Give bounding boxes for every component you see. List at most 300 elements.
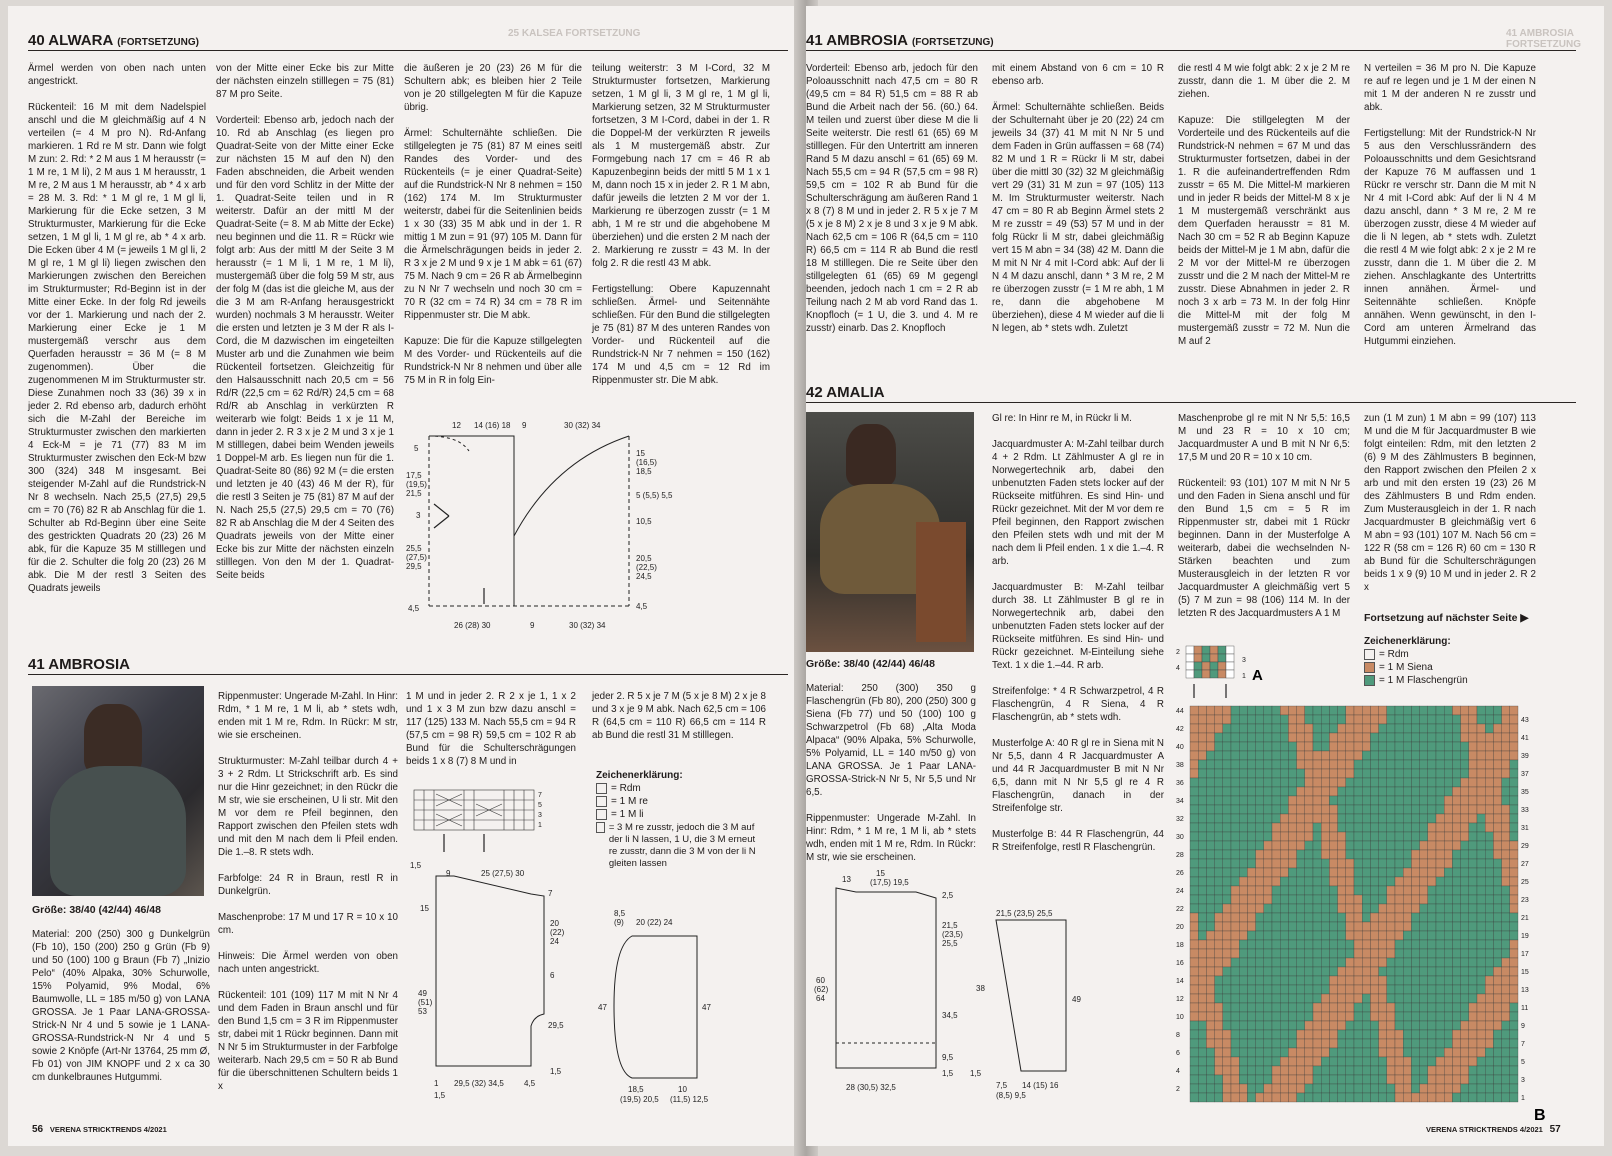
row-num: 15 [1521, 969, 1529, 976]
chart-b-cell [1436, 985, 1444, 994]
chart-b-cell [1510, 886, 1518, 895]
chart-b-cell [1297, 895, 1305, 904]
chart-b-cell [1477, 877, 1485, 886]
ambrosia-sleeve-schematic [592, 906, 772, 1106]
chart-b-cell [1469, 751, 1477, 760]
chart-b-cell [1239, 796, 1247, 805]
chart-b-cell [1190, 958, 1198, 967]
chart-b-cell [1190, 1048, 1198, 1057]
chart-b-cell [1354, 1030, 1362, 1039]
chart-b-cell [1461, 805, 1469, 814]
chart-b-cell [1256, 868, 1264, 877]
chart-b-cell [1469, 994, 1477, 1003]
chart-b-cell [1264, 904, 1272, 913]
chart-b-cell [1206, 1021, 1214, 1030]
dim-label: 25,5 [942, 939, 958, 948]
chart-b-cell [1215, 1030, 1223, 1039]
chart-b-cell [1198, 760, 1206, 769]
chart-a-cell [1218, 654, 1226, 662]
chart-b-cell [1239, 850, 1247, 859]
chart-b-cell [1411, 922, 1419, 931]
chart-b-cell [1370, 994, 1378, 1003]
row-num: 3 [1242, 657, 1246, 664]
chart-b-cell [1485, 940, 1493, 949]
chart-b-cell [1395, 1039, 1403, 1048]
chart-b-cell [1379, 859, 1387, 868]
chart-b-cell [1346, 850, 1354, 859]
chart-b-cell [1272, 1021, 1280, 1030]
chart-b-cell [1428, 724, 1436, 733]
chart-b-cell [1477, 958, 1485, 967]
chart-b-cell [1215, 814, 1223, 823]
chart-b-cell [1444, 778, 1452, 787]
size-caption: Größe: 38/40 (42/44) 46/48 [32, 904, 161, 916]
chart-b-cell [1379, 814, 1387, 823]
chart-b-cell [1477, 832, 1485, 841]
chart-b-cell [1502, 1084, 1510, 1093]
chart-b-cell [1239, 1066, 1247, 1075]
chart-b-cell [1297, 967, 1305, 976]
chart-b-cell [1403, 895, 1411, 904]
chart-b-cell [1452, 814, 1460, 823]
chart-b-cell [1338, 814, 1346, 823]
chart-b-cell [1485, 949, 1493, 958]
chart-b-cell [1280, 823, 1288, 832]
chart-b-cell [1502, 850, 1510, 859]
chart-b-cell [1239, 913, 1247, 922]
chart-b-cell [1247, 940, 1255, 949]
chart-b-cell [1395, 1066, 1403, 1075]
dim-label: 21,5 [406, 489, 422, 498]
chart-b-cell [1395, 1057, 1403, 1066]
chart-b-cell [1510, 994, 1518, 1003]
chart-b-cell [1272, 868, 1280, 877]
chart-b-cell [1379, 1039, 1387, 1048]
chart-b-cell [1338, 1075, 1346, 1084]
chart-b-cell [1231, 850, 1239, 859]
chart-b-cell [1493, 958, 1501, 967]
chart-b-cell [1379, 1048, 1387, 1057]
chart-b-cell [1256, 976, 1264, 985]
chart-b-cell [1239, 958, 1247, 967]
chart-b-cell [1305, 742, 1313, 751]
legend-left [596, 770, 766, 872]
chart-b-cell [1403, 1003, 1411, 1012]
text-col-3: die äußeren je 20 (23) 26 M für die Schultern abk; es bleiben hier 2 Teile von je 20 stillgelegten M für die Kapuze übrig. Ärmel: Schulternähte schließen. Die stillgelegten je 75 (81) 87 M eines seitl Randes des Vorder- und des Rückenteils (= je einer Quadrat-Seite) auf die Rundstrick-N Nr 8 nehmen = 150 (162) 174 M. Im Strukturmuster weiterstr, dabei für die Seitenlinien beids 1 x 30 (33) 35 M abk und in der 1. R mittig 1 M zun = 91 (97) 105 M. Dann für die Ärmelschrägungen beids in jeder 2. R 3 x je 2 M und 9 x je 1 M abk = 61 (67) 75 M. Nach 9 cm = 26 R ab Ärmelbeginn zu N Nr 7 wechseln und noch 30 cm = 70 R (32 cm = 74 R) 34 cm = 78 R im Rippenmuster str. Die M abk. Kapuze: Die für die Kapuze stillgelegten M des Vorder- und Rückenteils auf die Rundstrick-N Nr 8 nehmen und über alle 75 M in R in folg Ein- [404, 63, 582, 386]
chart-b-cell [1469, 814, 1477, 823]
legend-siena: = 1 M Siena [1364, 662, 1564, 673]
dim-label: 53 [418, 1007, 427, 1016]
dim-label: 1 [434, 1079, 439, 1088]
chart-b-cell [1403, 967, 1411, 976]
chart-b-cell [1387, 787, 1395, 796]
chart-b-cell [1288, 706, 1296, 715]
chart-b-cell [1362, 886, 1370, 895]
chart-b-cell [1420, 904, 1428, 913]
chart-b-cell [1428, 904, 1436, 913]
chart-b-cell [1329, 724, 1337, 733]
chart-b-cell [1395, 814, 1403, 823]
chart-b-cell [1198, 877, 1206, 886]
chart-b-cell [1231, 859, 1239, 868]
chart-b-cell [1313, 859, 1321, 868]
chart-b-cell [1428, 796, 1436, 805]
chart-b-cell [1297, 742, 1305, 751]
chart-b-cell [1231, 706, 1239, 715]
chart-b-cell [1329, 850, 1337, 859]
chart-b-cell [1338, 805, 1346, 814]
chart-b-cell [1346, 877, 1354, 886]
chart-b-cell [1305, 886, 1313, 895]
chart-b-cell [1403, 1075, 1411, 1084]
row-num: 21 [1521, 915, 1529, 922]
chart-b-cell [1461, 1048, 1469, 1057]
chart-b-cell [1247, 805, 1255, 814]
chart-b-cell [1469, 1048, 1477, 1057]
chart-b-cell [1297, 922, 1305, 931]
chart-b-cell [1305, 904, 1313, 913]
chart-b-cell [1461, 877, 1469, 886]
chart-b-cell [1420, 787, 1428, 796]
chart-b-cell [1444, 958, 1452, 967]
dim-label: 15 [420, 904, 429, 913]
chart-b-cell [1338, 760, 1346, 769]
chart-b-cell [1387, 778, 1395, 787]
chart-b-cell [1395, 985, 1403, 994]
chart-b-cell [1452, 1048, 1460, 1057]
chart-b-cell [1256, 823, 1264, 832]
chart-b-cell [1346, 1003, 1354, 1012]
text-col-3: die restl 4 M wie folgt abk: 2 x je 2 M re zusstr, dann die 1. M über die 2. M ziehen. Kapuze: Die stillgelegten M der Vorderteile und des Rückenteils auf die Rundstrick-N nehmen = 67 M und das Strukturmuster fortsetzen, dabei in der 1. R die aufeinandertreffenden Rdm zusstr = 65 M. Die Mittel-M markieren und in jeder R beids der Mittel-M 8 x je 1 M mustergemäß verschränkt aus dem Querfaden herausstr = 81 M. Nach 30 cm = 52 R ab Beginn Kapuze beids der Mittel-M je 1 M abn, dafür die 2 M vor der Mittel-M re überzogen zusstr und die 2 M nach der Mittel-M re zusstr. Diese Abnahmen in jeder 2. R noch 3 x arb = 73 M. In der folg Hinr die Mittel-M mit der folg M mustergemäß zusstr = 72 M. Nun die M auf 2 [1178, 63, 1350, 347]
chart-b-cell [1321, 976, 1329, 985]
chart-b-cell [1190, 823, 1198, 832]
chart-b-cell [1198, 922, 1206, 931]
chart-b-cell [1420, 967, 1428, 976]
chart-b-cell [1411, 1084, 1419, 1093]
chart-b-cell [1510, 751, 1518, 760]
legend-cable: = 3 M re zusstr, jedoch die 3 M auf der li N lassen, 1 U, die 3 M erneut re zusstr, dann die 3 M von der li N gleiten lassen [596, 822, 766, 870]
chart-b-cell [1198, 859, 1206, 868]
amalia-materials: Material: 250 (300) 350 g Flaschengrün (Fb 80), 200 (250) 300 g Siena (Fb 77) und 50 (100) 100 g Schwarzpetrol (Fb 68) „Alta Moda Alpaca“ (90% Alpaka, 5% Schurwolle, 5% Polyamid, LL = 140 m/50 g) von LANA GROSSA. Je 1 Paar LANA-GROSSA-Strick-N Nr 5, Nr 5,5 und Nr 6,5. Rippenmuster: Ungerade M-Zahl. In Hinr: Rdm, * 1 M re, 1 M li, ab * stets wdh, enden mit 1 M re, Rdm. In Rückr: M str, wie sie erscheinen. [806, 683, 976, 863]
chart-b-cell [1198, 823, 1206, 832]
chart-b-cell [1313, 976, 1321, 985]
chart-b-cell [1428, 877, 1436, 886]
chart-b-cell [1510, 814, 1518, 823]
row-num: 7 [538, 792, 542, 799]
chart-b-cell [1256, 787, 1264, 796]
chart-b-cell [1452, 841, 1460, 850]
chart-b-cell [1428, 823, 1436, 832]
chart-b-cell [1198, 868, 1206, 877]
chart-b-cell [1387, 931, 1395, 940]
chart-b-cell [1420, 1075, 1428, 1084]
chart-b-cell [1329, 922, 1337, 931]
chart-b-cell [1297, 1003, 1305, 1012]
dim-label: (19,5) [406, 480, 427, 489]
chart-b-cell [1387, 895, 1395, 904]
ambrosia-back-schematic [406, 856, 576, 1106]
chart-b-cell [1321, 1057, 1329, 1066]
chart-b-cell [1256, 724, 1264, 733]
chart-b-cell [1264, 832, 1272, 841]
chart-b-cell [1346, 733, 1354, 742]
chart-b-cell [1190, 796, 1198, 805]
chart-b-cell [1346, 994, 1354, 1003]
chart-b-cell [1338, 895, 1346, 904]
chart-b-cell [1297, 1048, 1305, 1057]
chart-b-cell [1231, 967, 1239, 976]
section-title-text: 42 AMALIA [806, 384, 885, 401]
chart-b-cell [1223, 1030, 1231, 1039]
chart-b-cell [1403, 742, 1411, 751]
chart-b-cell [1247, 850, 1255, 859]
chart-b-cell [1280, 1021, 1288, 1030]
chart-b-cell [1256, 1084, 1264, 1093]
chart-b-cell [1493, 1093, 1501, 1102]
chart-b-cell [1510, 985, 1518, 994]
chart-b-cell [1272, 904, 1280, 913]
chart-b-cell [1469, 1012, 1477, 1021]
chart-b-cell [1305, 715, 1313, 724]
chart-b-cell [1288, 985, 1296, 994]
chart-b-cell [1370, 1093, 1378, 1102]
chart-b-cell [1190, 724, 1198, 733]
chart-b-cell [1272, 724, 1280, 733]
chart-b-cell [1354, 949, 1362, 958]
section-title-text: 41 AMBROSIA [28, 656, 130, 673]
chart-b-cell [1354, 931, 1362, 940]
chart-b-cell [1329, 1057, 1337, 1066]
chart-b-cell [1223, 778, 1231, 787]
chart-b-cell [1313, 850, 1321, 859]
chart-b-cell [1346, 706, 1354, 715]
chart-b-cell [1346, 778, 1354, 787]
chart-b-cell [1223, 832, 1231, 841]
chart-b-cell [1280, 805, 1288, 814]
chart-b-cell [1231, 1057, 1239, 1066]
chart-b-cell [1346, 985, 1354, 994]
chart-b-cell [1403, 976, 1411, 985]
chart-b-cell [1510, 823, 1518, 832]
chart-b-cell [1231, 940, 1239, 949]
chart-b-cell [1461, 1021, 1469, 1030]
chart-b-cell [1444, 976, 1452, 985]
chart-b-cell [1362, 823, 1370, 832]
chart-b-cell [1354, 1057, 1362, 1066]
chart-b-cell [1346, 1075, 1354, 1084]
chart-b-cell [1280, 994, 1288, 1003]
chart-b-cell [1239, 769, 1247, 778]
chart-b-cell [1477, 724, 1485, 733]
chart-b-cell [1288, 1093, 1296, 1102]
row-num: 8 [1176, 1032, 1180, 1039]
chart-b-cell [1280, 931, 1288, 940]
dim-label: 4,5 [636, 602, 648, 611]
chart-b-cell [1379, 796, 1387, 805]
chart-b-cell [1469, 850, 1477, 859]
chart-b-cell [1461, 814, 1469, 823]
chart-b-cell [1428, 841, 1436, 850]
chart-b-cell [1362, 859, 1370, 868]
chart-b-cell [1420, 931, 1428, 940]
chart-b-cell [1305, 994, 1313, 1003]
chart-b-cell [1346, 868, 1354, 877]
legend-right [1364, 636, 1564, 688]
chart-b-cell [1444, 832, 1452, 841]
chart-b-cell [1477, 742, 1485, 751]
chart-b-cell [1428, 1084, 1436, 1093]
chart-b-cell [1329, 1039, 1337, 1048]
chart-b-cell [1206, 949, 1214, 958]
chart-b-cell [1461, 760, 1469, 769]
chart-b-cell [1510, 787, 1518, 796]
header-title: 41 AMBROSIA [806, 32, 908, 49]
chart-b-cell [1264, 940, 1272, 949]
chart-b-cell [1379, 913, 1387, 922]
dim-label: 49 [1072, 995, 1081, 1004]
chart-b-cell [1223, 958, 1231, 967]
chart-b-cell [1395, 904, 1403, 913]
chart-b-cell [1428, 1066, 1436, 1075]
chart-b-cell [1305, 760, 1313, 769]
chart-b-cell [1280, 769, 1288, 778]
dim-label: 10,5 [636, 517, 652, 526]
chart-b-cell [1461, 778, 1469, 787]
chart-b-cell [1346, 823, 1354, 832]
chart-b-cell [1493, 805, 1501, 814]
chart-b-cell [1469, 1030, 1477, 1039]
chart-b-cell [1362, 895, 1370, 904]
chart-b-cell [1346, 976, 1354, 985]
chart-b-cell [1329, 778, 1337, 787]
chart-b-cell [1411, 886, 1419, 895]
chart-b-cell [1338, 877, 1346, 886]
chart-b-cell [1321, 706, 1329, 715]
dim-label: 47 [598, 1003, 607, 1012]
chart-b-cell [1247, 967, 1255, 976]
chart-b-cell [1411, 778, 1419, 787]
chart-b-cell [1477, 823, 1485, 832]
chart-b-cell [1272, 796, 1280, 805]
chart-b-cell [1329, 823, 1337, 832]
chart-b-cell [1444, 1075, 1452, 1084]
chart-b-cell [1428, 751, 1436, 760]
chart-b-cell [1493, 1084, 1501, 1093]
chart-b-cell [1321, 1075, 1329, 1084]
chart-b-cell [1493, 994, 1501, 1003]
chart-b-cell [1387, 967, 1395, 976]
chart-b-cell [1321, 733, 1329, 742]
chart-b-cell [1288, 868, 1296, 877]
legend-li: = 1 M li [596, 809, 766, 820]
chart-b-cell [1354, 742, 1362, 751]
chart-b-cell [1428, 967, 1436, 976]
chart-b-cell [1256, 1093, 1264, 1102]
chart-b-cell [1420, 814, 1428, 823]
chart-b-cell [1297, 913, 1305, 922]
chart-b-cell [1329, 868, 1337, 877]
chart-b-cell [1206, 769, 1214, 778]
chart-b-cell [1411, 949, 1419, 958]
chart-b-cell [1395, 877, 1403, 886]
chart-b-cell [1420, 850, 1428, 859]
chart-b-cell [1272, 1066, 1280, 1075]
chart-b-cell [1354, 832, 1362, 841]
chart-b-cell [1469, 805, 1477, 814]
chart-b-cell [1354, 1075, 1362, 1084]
chart-b-cell [1370, 787, 1378, 796]
chart-b-cell [1452, 904, 1460, 913]
chart-b-cell [1206, 814, 1214, 823]
chart-b-cell [1403, 787, 1411, 796]
chart-b-cell [1379, 976, 1387, 985]
chart-b-cell [1403, 751, 1411, 760]
chart-b-cell [1272, 823, 1280, 832]
chart-b-cell [1420, 922, 1428, 931]
chart-b-cell [1428, 787, 1436, 796]
chart-b-cell [1346, 931, 1354, 940]
chart-b-cell [1411, 1030, 1419, 1039]
chart-b-cell [1469, 724, 1477, 733]
chart-b-cell [1469, 859, 1477, 868]
chart-b-cell [1280, 922, 1288, 931]
chart-b-cell [1346, 895, 1354, 904]
chart-b-cell [1239, 904, 1247, 913]
chart-b-cell [1231, 814, 1239, 823]
materials-text: Material: 200 (250) 300 g Dunkelgrün (Fb 10), 150 (200) 250 g Grün (Fb 9) und 50 (100) 100 g Braun (Fb 7) „Inizio Pelo“ (40% Alpaka, 30% Schurwolle, 15% Polyamid, 9% Modal, 6% Baumwolle, LL = 185 m/50 g) von LANA GROSSA. Je 1 Paar LANA-GROSSA-Strick-N Nr 4 und 5 sowie je 1 LANA-GROSSA-Rundstrick-N Nr 4 und 5 sowie 2 Knöpfe (Art-Nr 13764, 25 mm Ø, Fb 01) von JIM KNOPF und 2 x ca 30 cm dunkelbraunes Hutgummi. [32, 929, 210, 1083]
chart-b-cell [1288, 787, 1296, 796]
chart-b-cell [1231, 985, 1239, 994]
chart-b-cell [1403, 706, 1411, 715]
chart-b-cell [1420, 751, 1428, 760]
ghost-header: 25 KALSEA FORTSETZUNG [508, 28, 641, 39]
chart-b-cell [1379, 733, 1387, 742]
dim-label: 6 [550, 971, 555, 980]
chart-b-cell [1288, 931, 1296, 940]
chart-b-cell [1436, 859, 1444, 868]
chart-b-cell [1387, 976, 1395, 985]
chart-b-cell [1452, 715, 1460, 724]
chart-b-cell [1444, 787, 1452, 796]
chart-b-cell [1264, 967, 1272, 976]
chart-b-cell [1420, 913, 1428, 922]
chart-b-cell [1403, 1048, 1411, 1057]
chart-b-cell [1346, 967, 1354, 976]
chart-b-cell [1403, 931, 1411, 940]
chart-b-cell [1469, 1075, 1477, 1084]
chart-b-cell [1387, 751, 1395, 760]
chart-b-cell [1239, 832, 1247, 841]
chart-b-cell [1493, 715, 1501, 724]
chart-b-cell [1420, 823, 1428, 832]
chart-a-cell [1202, 654, 1210, 662]
chart-b-cell [1215, 733, 1223, 742]
chart-b-cell [1379, 805, 1387, 814]
chart-b-cell [1387, 1057, 1395, 1066]
chart-b-cell [1452, 1030, 1460, 1039]
chart-b-cell [1469, 742, 1477, 751]
chart-b-cell [1428, 1030, 1436, 1039]
chart-b-cell [1502, 859, 1510, 868]
chart-b-cell [1223, 1093, 1231, 1102]
chart-a-cell [1194, 654, 1202, 662]
chart-b-cell [1239, 841, 1247, 850]
chart-b-cell [1411, 769, 1419, 778]
chart-b-cell [1256, 1048, 1264, 1057]
chart-b-cell [1223, 796, 1231, 805]
chart-b-cell [1493, 706, 1501, 715]
chart-b-cell [1461, 931, 1469, 940]
